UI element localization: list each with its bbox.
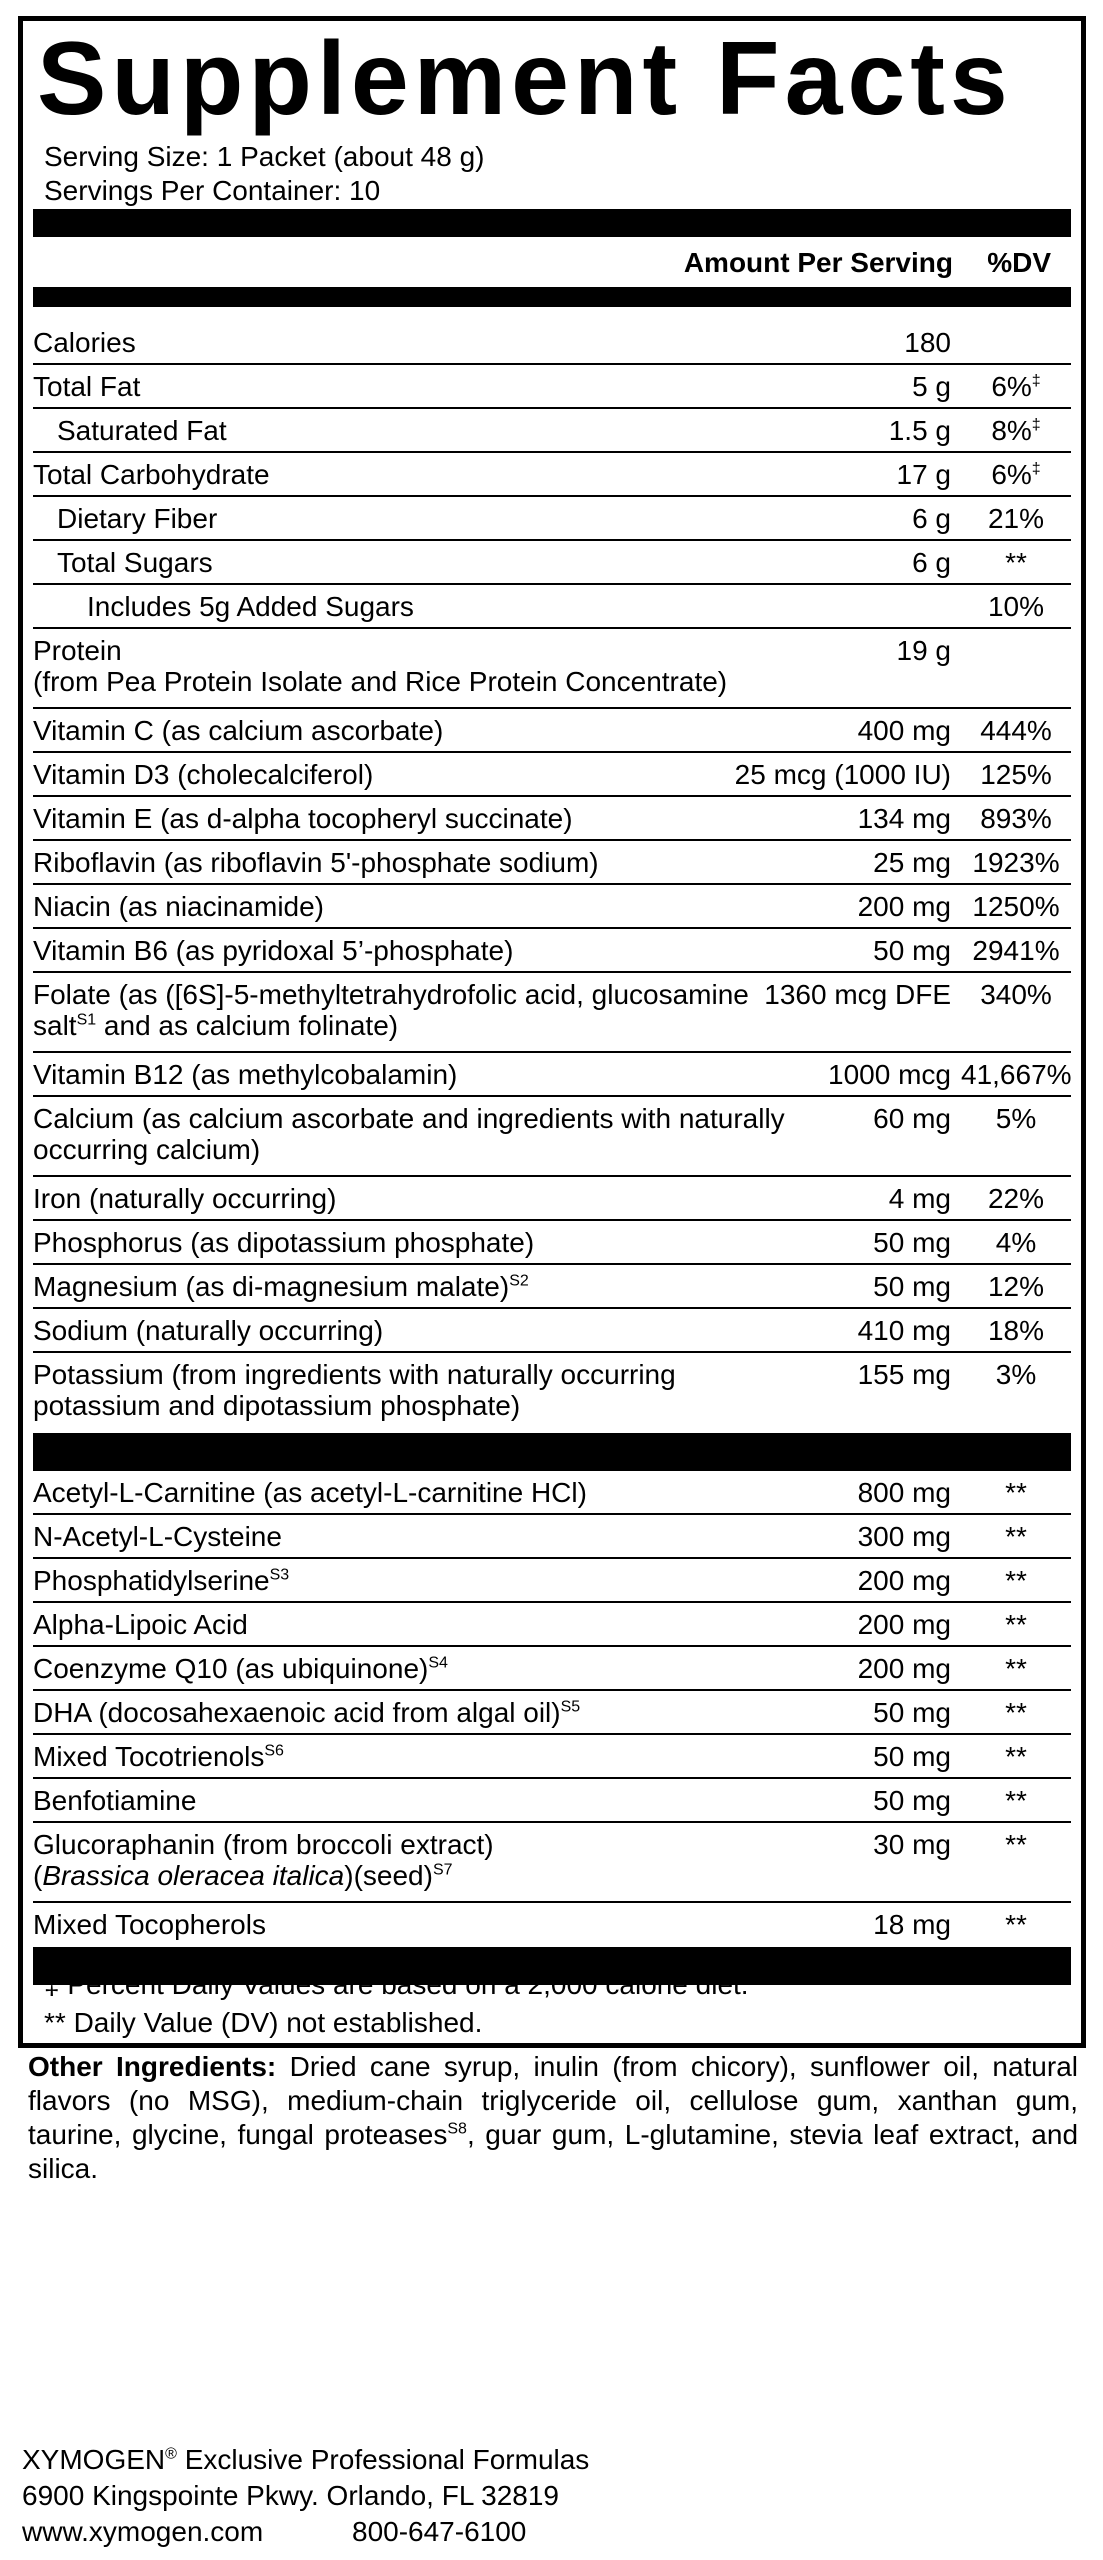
row-name [87, 591, 847, 622]
row-name-text: Alpha-Lipoic Acid [33, 1609, 248, 1640]
row-name [33, 1697, 793, 1728]
row-name [33, 1785, 793, 1816]
company-website: www.xymogen.com [22, 2516, 264, 2547]
servings-per-container: Servings Per Container: 10 [44, 175, 381, 206]
medium-divider [33, 287, 1071, 307]
table-row [33, 841, 1071, 885]
row-name-text: Acetyl-L-Carnitine (as acetyl-L-carnitine HCl) [33, 1477, 587, 1508]
row-name-superscript: S6 [264, 1742, 284, 1760]
row-name-superscript: S4 [428, 1654, 448, 1672]
table-row [33, 1691, 1071, 1735]
row-name-line2-superscript: S7 [432, 1861, 453, 1879]
row-daily-value [961, 1741, 1071, 1772]
row-amount: 300 mg [857, 1521, 951, 1552]
row-amount: 19 g [896, 635, 951, 666]
row-amount: 18 mg [873, 1909, 951, 1940]
table-row [33, 1221, 1071, 1265]
other-ingredients-text-end: , guar gum, L-glutamine, stevia leaf extract, and silica. [28, 2119, 1079, 2184]
table-row [33, 753, 1071, 797]
row-name [57, 547, 817, 578]
row-daily-value-text: 2941% [972, 935, 1060, 966]
row-amount: 410 mg [857, 1315, 951, 1346]
row-name [33, 635, 793, 697]
row-name-text: Includes 5g Added Sugars [87, 591, 414, 622]
row-name-superscript: S5 [560, 1698, 581, 1716]
company-brand: XYMOGEN [22, 2444, 166, 2475]
row-name-text: Saturated Fat [57, 415, 227, 446]
row-name-line2-italic: Brassica oleracea italica [42, 1860, 345, 1891]
row-name [33, 803, 793, 834]
row-amount: 155 mg [857, 1359, 951, 1390]
row-amount: 1360 mcg DFE [764, 979, 951, 1010]
table-row [33, 1903, 1071, 1947]
row-daily-value-text: 12% [987, 1271, 1045, 1302]
row-name-text: Phosphatidylserine [33, 1565, 270, 1596]
row-name-text: Benfotiamine [33, 1785, 197, 1816]
row-name [33, 759, 793, 790]
nutrient-table [33, 321, 1071, 1985]
dv-header: %DV [987, 247, 1051, 278]
row-amount: 25 mg [873, 847, 951, 878]
row-name-text: Vitamin B12 (as methylcobalamin) [33, 1059, 458, 1090]
row-daily-value-text: 4% [995, 1227, 1037, 1258]
row-name [33, 1227, 793, 1258]
row-name-text: Vitamin E (as d-alpha tocopheryl succinate) [33, 803, 573, 834]
table-row [33, 1823, 1071, 1903]
row-amount: 6 g [912, 547, 951, 578]
row-daily-value-text: 1923% [972, 847, 1060, 878]
row-daily-value-text: 10% [987, 591, 1045, 622]
row-name-line2-superscript: S1 [76, 1011, 97, 1029]
row-daily-value [961, 1653, 1071, 1684]
table-row [33, 1097, 1071, 1177]
row-daily-value-text: 3% [995, 1359, 1037, 1390]
row-name-text: Total Carbohydrate [33, 459, 270, 490]
row-name-text: DHA (docosahexaenoic acid from algal oil) [33, 1697, 561, 1728]
row-name [33, 1359, 793, 1421]
row-name-text: Glucoraphanin (from broccoli extract) [33, 1829, 494, 1860]
row-daily-value [961, 715, 1071, 746]
thick-divider [33, 209, 1071, 237]
row-daily-value [961, 1271, 1071, 1302]
row-name-text: N-Acetyl-L-Cysteine [33, 1521, 282, 1552]
row-daily-value-superscript: ‡ [1031, 372, 1041, 390]
row-daily-value-text: ** [1005, 1653, 1027, 1684]
row-daily-value-text: 6% [991, 371, 1032, 402]
row-daily-value [961, 1697, 1071, 1728]
table-row [33, 1265, 1071, 1309]
table-row [33, 1177, 1071, 1221]
row-amount: 200 mg [857, 1565, 951, 1596]
row-name [33, 847, 793, 878]
row-daily-value [961, 1829, 1071, 1860]
row-daily-value-text: 340% [980, 979, 1052, 1010]
table-row [33, 1735, 1071, 1779]
row-name [33, 1741, 793, 1772]
row-name-text: Vitamin C (as calcium ascorbate) [33, 715, 444, 746]
other-ingredients-text: Dried cane syrup, inulin (from chicory), sunflower oil, natural flavors (no MSG), medium-chain triglyceride oil, cellulose gum, xanthan gum, taurine, glycine, fungal proteases [28, 2051, 1078, 2150]
row-amount: 134 mg [857, 803, 951, 834]
table-row [33, 453, 1071, 497]
row-name-text: Calcium (as calcium ascorbate and ingredients with naturally [33, 1103, 785, 1134]
row-daily-value [961, 371, 1071, 402]
row-name-text: Total Fat [33, 371, 141, 402]
row-daily-value [961, 1059, 1071, 1090]
other-ingredients-label: Other Ingredients: [28, 2051, 277, 2082]
row-daily-value-superscript: ‡ [1031, 460, 1041, 478]
table-row [33, 497, 1071, 541]
row-name-line2-rest: and as calcium folinate) [96, 1010, 399, 1041]
table-row [33, 973, 1071, 1053]
row-name [57, 415, 817, 446]
row-name [33, 1653, 793, 1684]
row-name [33, 1103, 793, 1165]
row-name-line2-rest: )(seed) [344, 1860, 433, 1891]
row-amount: 180 [904, 327, 951, 358]
row-daily-value [961, 1521, 1071, 1552]
row-daily-value-text: 1250% [972, 891, 1060, 922]
footnote-dv-basis: ‡ Percent Daily Values are based on a 2,000 calorie diet. [44, 1969, 749, 2000]
row-amount: 50 mg [873, 935, 951, 966]
row-daily-value [961, 1785, 1071, 1816]
row-name [33, 891, 793, 922]
table-row [33, 797, 1071, 841]
row-name [33, 1909, 793, 1940]
other-ingredients-superscript: S8 [447, 2120, 467, 2138]
row-daily-value [961, 547, 1071, 578]
row-daily-value [961, 591, 1071, 622]
row-daily-value [961, 759, 1071, 790]
table-row [33, 1353, 1071, 1433]
row-amount: 25 mcg (1000 IU) [734, 759, 951, 790]
row-amount: 60 mg [873, 1103, 951, 1134]
row-daily-value-text: 6% [991, 459, 1032, 490]
row-amount: 30 mg [873, 1829, 951, 1860]
row-name-superscript: S2 [509, 1272, 529, 1290]
row-name [33, 1271, 793, 1302]
nutrient-rows [33, 321, 1071, 1433]
row-name [33, 371, 793, 402]
row-amount: 50 mg [873, 1697, 951, 1728]
row-daily-value-text: ** [1005, 1909, 1027, 1940]
row-daily-value-text: ** [1005, 1741, 1027, 1772]
row-daily-value-text: ** [1005, 1609, 1027, 1640]
row-amount: 1000 mcg [828, 1059, 951, 1090]
row-name-text: Dietary Fiber [57, 503, 218, 534]
row-name-text: Magnesium (as di-magnesium malate) [33, 1271, 510, 1302]
other-ingredients [28, 2050, 1078, 2186]
row-amount: 400 mg [857, 715, 951, 746]
row-name-line2: salt [33, 1010, 77, 1041]
row-daily-value-text: ** [1005, 1521, 1027, 1552]
row-name [33, 715, 793, 746]
row-daily-value [961, 1565, 1071, 1596]
row-daily-value-text: 22% [987, 1183, 1045, 1214]
table-row [33, 1647, 1071, 1691]
row-daily-value [961, 1359, 1071, 1390]
table-row [33, 1515, 1071, 1559]
row-amount: 50 mg [873, 1785, 951, 1816]
table-row [33, 1309, 1071, 1353]
row-amount: 5 g [912, 371, 951, 402]
table-row [33, 409, 1071, 453]
row-daily-value-text: 893% [980, 803, 1052, 834]
company-line [22, 2446, 589, 2474]
row-name-line2: (from Pea Protein Isolate and Rice Protein Concentrate) [33, 666, 728, 697]
row-name [33, 1315, 793, 1346]
row-daily-value [961, 891, 1071, 922]
row-name-text: Niacin (as niacinamide) [33, 891, 325, 922]
row-daily-value-text: 18% [987, 1315, 1045, 1346]
row-daily-value [961, 1183, 1071, 1214]
ingredient-rows [33, 1471, 1071, 1947]
row-daily-value [961, 847, 1071, 878]
row-amount: 200 mg [857, 891, 951, 922]
row-daily-value-text: ** [1005, 1565, 1027, 1596]
row-amount: 200 mg [857, 1609, 951, 1640]
row-daily-value [961, 979, 1071, 1010]
row-name-text: Coenzyme Q10 (as ubiquinone) [33, 1653, 429, 1684]
row-amount: 50 mg [873, 1741, 951, 1772]
row-name-line2-prefix: ( [33, 1860, 43, 1891]
row-name-text: Mixed Tocotrienols [33, 1741, 265, 1772]
row-amount: 6 g [912, 503, 951, 534]
row-daily-value-text: 21% [987, 503, 1045, 534]
row-name [33, 1183, 793, 1214]
row-daily-value [961, 935, 1071, 966]
table-row [33, 629, 1071, 709]
row-daily-value-text: ** [1005, 1477, 1027, 1508]
table-row [33, 365, 1071, 409]
table-row [33, 1053, 1071, 1097]
company-address: 6900 Kingspointe Pkwy. Orlando, FL 32819 [22, 2480, 560, 2511]
table-row [33, 585, 1071, 629]
footnote-not-established: ** Daily Value (DV) not established. [44, 2007, 483, 2038]
table-row [33, 541, 1071, 585]
panel-title: Supplement Facts [37, 21, 1013, 137]
row-name [33, 1609, 793, 1640]
row-daily-value [961, 415, 1071, 446]
table-row [33, 321, 1071, 365]
row-name [33, 935, 793, 966]
table-row [33, 1471, 1071, 1515]
row-name [33, 1521, 793, 1552]
serving-size: Serving Size: 1 Packet (about 48 g) [44, 141, 485, 172]
row-name-text: Vitamin B6 (as pyridoxal 5’-phosphate) [33, 935, 514, 966]
row-daily-value [961, 1609, 1071, 1640]
supplement-facts-panel [18, 16, 1086, 2048]
table-row [33, 1603, 1071, 1647]
row-name-superscript: S3 [269, 1566, 290, 1584]
row-name [57, 503, 817, 534]
row-name-text: Total Sugars [57, 547, 213, 578]
row-daily-value [961, 803, 1071, 834]
row-daily-value-text: ** [1005, 547, 1027, 578]
row-amount: 1.5 g [888, 415, 951, 446]
row-name-text: Calories [33, 327, 136, 358]
row-daily-value-text: 444% [980, 715, 1052, 746]
row-name [33, 1565, 793, 1596]
row-daily-value [961, 1227, 1071, 1258]
table-row [33, 929, 1071, 973]
table-row [33, 885, 1071, 929]
row-daily-value-text: 5% [995, 1103, 1037, 1134]
row-name-text: Vitamin D3 (cholecalciferol) [33, 759, 374, 790]
row-daily-value [961, 503, 1071, 534]
row-amount: 4 mg [888, 1183, 951, 1214]
row-daily-value-text: ** [1005, 1697, 1027, 1728]
registered-mark: ® [165, 2445, 177, 2463]
row-name-text: Mixed Tocopherols [33, 1909, 266, 1940]
row-name-text: Phosphorus (as dipotassium phosphate) [33, 1227, 535, 1258]
row-daily-value-superscript: ‡ [1031, 416, 1041, 434]
row-daily-value [961, 1315, 1071, 1346]
row-daily-value-text: 125% [980, 759, 1052, 790]
row-daily-value [961, 1477, 1071, 1508]
row-name-text: Riboflavin (as riboflavin 5'-phosphate sodium) [33, 847, 599, 878]
row-name [33, 979, 793, 1041]
row-name-line2: occurring calcium) [33, 1134, 261, 1165]
row-name-text: Potassium (from ingredients with naturally occurring [33, 1359, 676, 1390]
row-daily-value-text: 41,667% [961, 1059, 1072, 1090]
row-amount: 50 mg [873, 1271, 951, 1302]
company-phone: 800-647-6100 [352, 2516, 527, 2547]
row-amount: 50 mg [873, 1227, 951, 1258]
row-daily-value [961, 459, 1071, 490]
row-name [33, 327, 793, 358]
row-name [33, 1059, 793, 1090]
row-name [33, 459, 793, 490]
row-amount: 17 g [896, 459, 951, 490]
row-name [33, 1829, 793, 1891]
row-daily-value-text: 8% [991, 415, 1032, 446]
company-tagline: Exclusive Professional Formulas [176, 2444, 590, 2475]
row-daily-value-text: ** [1005, 1785, 1027, 1816]
row-name [33, 1477, 793, 1508]
row-daily-value-text: ** [1005, 1829, 1027, 1860]
row-name-text: Protein [33, 635, 122, 666]
row-daily-value [961, 1909, 1071, 1940]
table-row [33, 1559, 1071, 1603]
table-row [33, 709, 1071, 753]
row-amount: 200 mg [857, 1653, 951, 1684]
row-name-line2: potassium and dipotassium phosphate) [33, 1390, 521, 1421]
row-name-text: Folate (as ([6S]-5-methyltetrahydrofolic acid, glucosamine [33, 979, 749, 1010]
amount-per-serving-header: Amount Per Serving [683, 247, 953, 278]
row-name-text: Iron (naturally occurring) [33, 1183, 337, 1214]
row-name-text: Sodium (naturally occurring) [33, 1315, 384, 1346]
row-daily-value [961, 1103, 1071, 1134]
table-row [33, 1779, 1071, 1823]
row-amount: 800 mg [857, 1477, 951, 1508]
thick-divider [33, 1433, 1071, 1471]
